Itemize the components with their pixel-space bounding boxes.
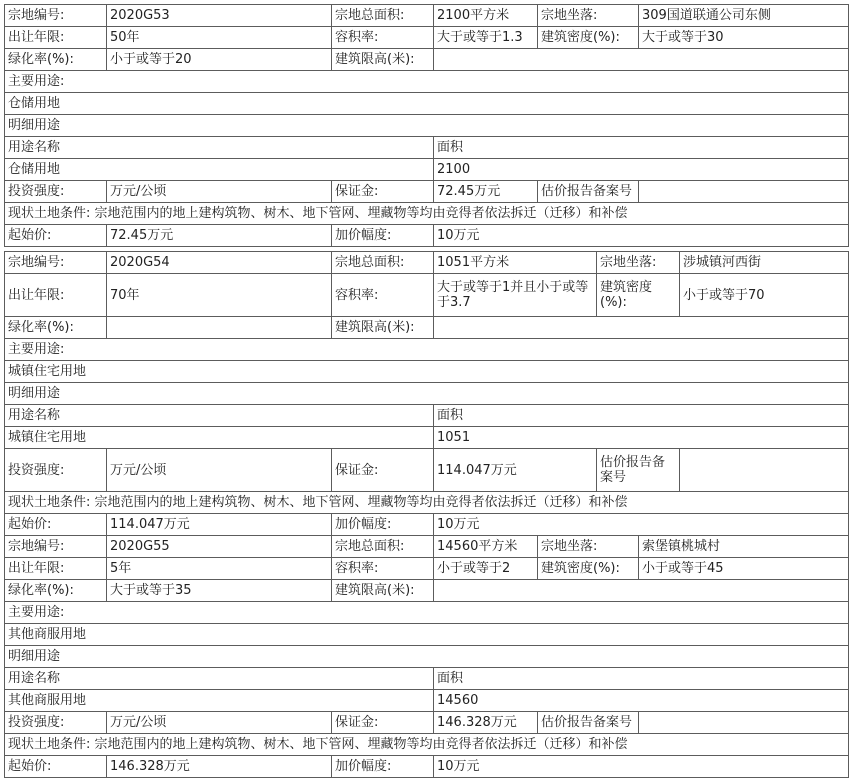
invest-value: 万元/公顷 <box>107 181 332 203</box>
density-label: 建筑密度(%): <box>538 27 639 49</box>
increment-label: 加价幅度: <box>332 756 434 778</box>
density-label: 建筑密度(%): <box>597 274 680 317</box>
density-value: 大于或等于30 <box>639 27 849 49</box>
parcel-no-value: 2020G55 <box>107 536 332 558</box>
green-value: 大于或等于35 <box>107 580 332 602</box>
far-label: 容积率: <box>332 274 434 317</box>
green-label: 绿化率(%): <box>5 580 107 602</box>
use-area-value: 1051 <box>434 427 849 449</box>
increment-label: 加价幅度: <box>332 225 434 247</box>
detail-use-label: 明细用途 <box>5 646 849 668</box>
invest-label: 投资强度: <box>5 712 107 734</box>
parcel-no-label: 宗地编号: <box>5 5 107 27</box>
main-use-label: 主要用途: <box>5 71 849 93</box>
start-price-value: 72.45万元 <box>107 225 332 247</box>
location-value: 索堡镇桃城村 <box>639 536 849 558</box>
start-price-label: 起始价: <box>5 514 107 536</box>
deposit-value: 146.328万元 <box>434 712 538 734</box>
start-price-value: 114.047万元 <box>107 514 332 536</box>
start-price-value: 146.328万元 <box>107 756 332 778</box>
height-label: 建筑限高(米): <box>332 49 434 71</box>
height-label: 建筑限高(米): <box>332 580 434 602</box>
invest-label: 投资强度: <box>5 449 107 492</box>
height-label: 建筑限高(米): <box>332 317 434 339</box>
use-name-value: 其他商服用地 <box>5 690 434 712</box>
deposit-value: 72.45万元 <box>434 181 538 203</box>
report-label: 估价报告备案号 <box>538 181 639 203</box>
detail-use-label: 明细用途 <box>5 115 849 137</box>
height-value <box>434 317 849 339</box>
increment-value: 10万元 <box>434 225 849 247</box>
parcel-table-3 <box>4 535 848 778</box>
deposit-value: 114.047万元 <box>434 449 597 492</box>
use-name-header: 用途名称 <box>5 405 434 427</box>
parcel-table-2 <box>4 251 848 536</box>
use-area-header: 面积 <box>434 668 849 690</box>
green-value <box>107 317 332 339</box>
start-price-label: 起始价: <box>5 225 107 247</box>
condition-text: 现状土地条件: 宗地范围内的地上建构筑物、树木、地下管网、埋藏物等均由竞得者依法拆迁（迁移）和补偿 <box>5 203 849 225</box>
location-label: 宗地坐落: <box>538 536 639 558</box>
density-label: 建筑密度(%): <box>538 558 639 580</box>
deposit-label: 保证金: <box>332 181 434 203</box>
far-label: 容积率: <box>332 27 434 49</box>
location-label: 宗地坐落: <box>538 5 639 27</box>
report-value <box>639 712 849 734</box>
term-value: 5年 <box>107 558 332 580</box>
height-value <box>434 580 849 602</box>
report-label: 估价报告备案号 <box>538 712 639 734</box>
use-name-value: 仓储用地 <box>5 159 434 181</box>
density-value: 小于或等于45 <box>639 558 849 580</box>
invest-value: 万元/公顷 <box>107 712 332 734</box>
use-area-header: 面积 <box>434 405 849 427</box>
term-value: 50年 <box>107 27 332 49</box>
condition-text: 现状土地条件: 宗地范围内的地上建构筑物、树木、地下管网、埋藏物等均由竞得者依法拆迁（迁移）和补偿 <box>5 492 849 514</box>
location-value: 309国道联通公司东侧 <box>639 5 849 27</box>
parcel-no-label: 宗地编号: <box>5 252 107 274</box>
area-label: 宗地总面积: <box>332 5 434 27</box>
invest-value: 万元/公顷 <box>107 449 332 492</box>
height-value <box>434 49 849 71</box>
area-value: 1051平方米 <box>434 252 597 274</box>
main-use-label: 主要用途: <box>5 602 849 624</box>
parcel-no-label: 宗地编号: <box>5 536 107 558</box>
use-area-value: 2100 <box>434 159 849 181</box>
parcel-no-value: 2020G53 <box>107 5 332 27</box>
far-value: 大于或等于1.3 <box>434 27 538 49</box>
detail-use-label: 明细用途 <box>5 383 849 405</box>
deposit-label: 保证金: <box>332 449 434 492</box>
term-label: 出让年限: <box>5 27 107 49</box>
term-label: 出让年限: <box>5 558 107 580</box>
parcel-no-value: 2020G54 <box>107 252 332 274</box>
deposit-label: 保证金: <box>332 712 434 734</box>
main-use-label: 主要用途: <box>5 339 849 361</box>
density-value: 小于或等于70 <box>680 274 849 317</box>
use-area-value: 14560 <box>434 690 849 712</box>
increment-label: 加价幅度: <box>332 514 434 536</box>
use-name-header: 用途名称 <box>5 137 434 159</box>
report-value <box>639 181 849 203</box>
area-label: 宗地总面积: <box>332 536 434 558</box>
far-label: 容积率: <box>332 558 434 580</box>
main-use-value: 仓储用地 <box>5 93 849 115</box>
green-label: 绿化率(%): <box>5 317 107 339</box>
use-name-value: 城镇住宅用地 <box>5 427 434 449</box>
area-value: 2100平方米 <box>434 5 538 27</box>
main-use-value: 其他商服用地 <box>5 624 849 646</box>
term-value: 70年 <box>107 274 332 317</box>
increment-value: 10万元 <box>434 514 849 536</box>
far-value: 大于或等于1并且小于或等于3.7 <box>434 274 597 317</box>
report-value <box>680 449 849 492</box>
green-label: 绿化率(%): <box>5 49 107 71</box>
report-label: 估价报告备案号 <box>597 449 680 492</box>
parcel-table-1 <box>4 4 848 247</box>
location-value: 涉城镇河西街 <box>680 252 849 274</box>
green-value: 小于或等于20 <box>107 49 332 71</box>
far-value: 小于或等于2 <box>434 558 538 580</box>
use-name-header: 用途名称 <box>5 668 434 690</box>
area-label: 宗地总面积: <box>332 252 434 274</box>
use-area-header: 面积 <box>434 137 849 159</box>
main-use-value: 城镇住宅用地 <box>5 361 849 383</box>
increment-value: 10万元 <box>434 756 849 778</box>
area-value: 14560平方米 <box>434 536 538 558</box>
location-label: 宗地坐落: <box>597 252 680 274</box>
term-label: 出让年限: <box>5 274 107 317</box>
condition-text: 现状土地条件: 宗地范围内的地上建构筑物、树木、地下管网、埋藏物等均由竞得者依法拆迁（迁移）和补偿 <box>5 734 849 756</box>
start-price-label: 起始价: <box>5 756 107 778</box>
invest-label: 投资强度: <box>5 181 107 203</box>
